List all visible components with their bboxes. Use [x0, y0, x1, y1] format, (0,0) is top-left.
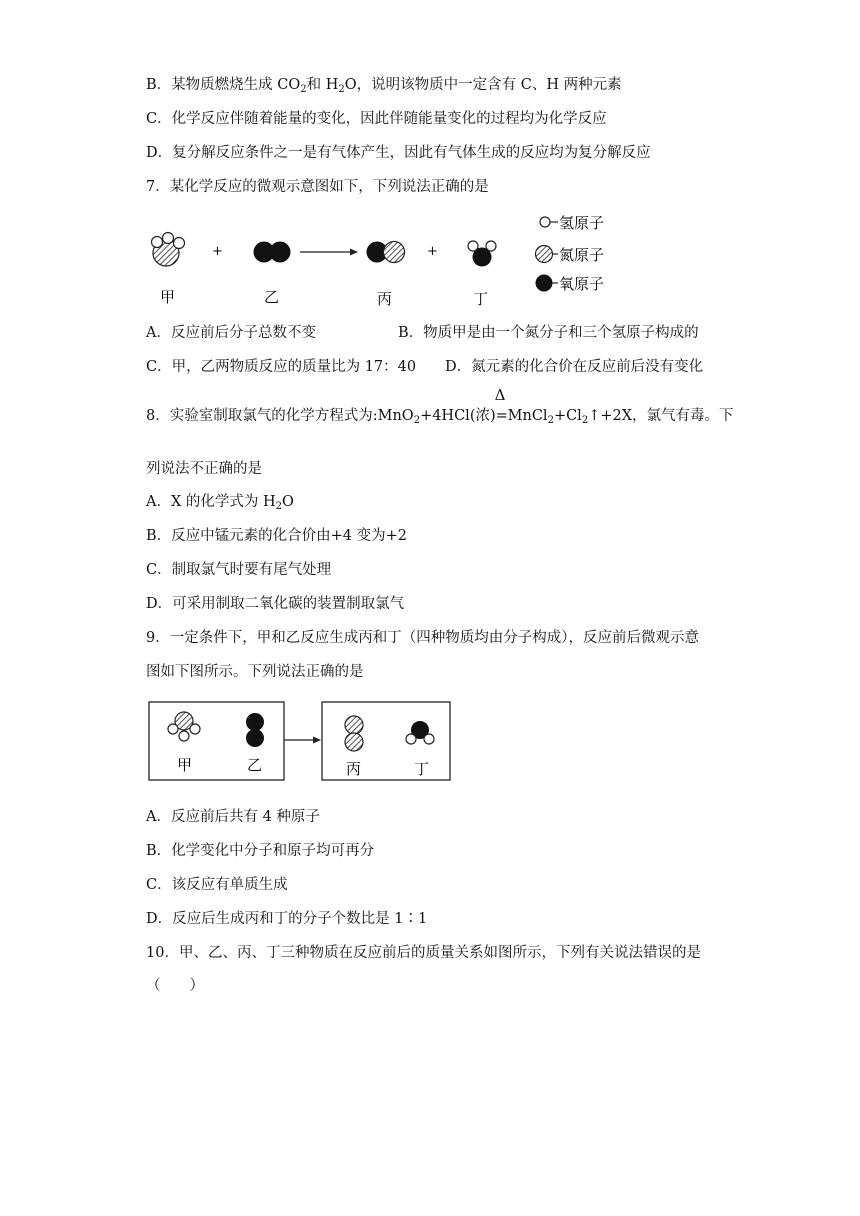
q9-label-yi: 乙 — [247, 756, 263, 774]
q7-legend — [536, 214, 605, 293]
q7-option-d: D．氮元素的化合价在反应前后没有变化 — [445, 359, 704, 375]
q7-option-a: A．反应前后分子总数不变 — [146, 325, 316, 341]
q10-stem-line1: 10．甲、乙、丙、丁三种物质在反应前后的质量关系如图所示，下列有关说法错误的是 — [146, 945, 701, 961]
q7-plus-2: + — [427, 244, 438, 259]
legend-oxygen-label: 氧原子 — [559, 275, 605, 293]
q6-option-b: B．某物质燃烧生成 $CO_2$和 $H_2O$，说明该物质中一定含有 C、H 两种元素 — [146, 77, 622, 95]
q8-stem-line2: 列说法不正确的是 — [146, 461, 262, 477]
q9-reaction-diagram — [146, 700, 456, 784]
q7-reaction-arrow — [300, 249, 358, 256]
q9-option-b: B．化学变化中分子和原子均可再分 — [146, 843, 375, 859]
q8-option-d: D．可采用制取二氧化碳的装置制取氯气 — [146, 596, 405, 612]
q9-label-ding: 丁 — [414, 760, 430, 778]
q7-label-ding: 丁 — [473, 290, 489, 308]
q7-plus-1: + — [212, 244, 223, 259]
q8-reaction-condition: Δ = — [494, 386, 508, 424]
q9-option-d: D．反应后生成丙和丁的分子个数比是 1∶1 — [146, 911, 428, 927]
q8-stem: 8．实验室制取氯气的化学方程式为:MnO$_2$+4HCl(浓) Δ $=MnCl_2+Cl_2↑+2X$，氯气有毒。下 — [146, 386, 734, 426]
q9-label-jia: 甲 — [177, 756, 193, 774]
q7-molecule-jia — [152, 233, 185, 267]
q7-option-c: C．甲，乙两物质反应的质量比为 17：40 — [146, 359, 417, 375]
q7-molecule-yi — [254, 242, 291, 263]
legend-oxygen-icon — [536, 275, 553, 292]
legend-hydrogen-label: 氢原子 — [559, 214, 605, 232]
q7-stem: 7．某化学反应的微观示意图如下，下列说法正确的是 — [146, 179, 489, 195]
q7-label-bing: 丙 — [377, 290, 393, 308]
q7-label-yi: 乙 — [264, 288, 280, 306]
q6-option-c: C．化学反应伴随着能量的变化，因此伴随能量变化的过程均为化学反应 — [146, 111, 607, 127]
q9-stem-line1: 9．一定条件下，甲和乙反应生成丙和丁（四种物质均由分子构成），反应前后微观示意 — [146, 630, 699, 646]
q8-option-b: B．反应中锰元素的化合价由+4 变为+2 — [146, 528, 408, 544]
q7-molecule-ding — [468, 241, 496, 267]
q9-label-bing: 丙 — [346, 760, 362, 778]
q9-option-a: A．反应前后共有 4 种原子 — [146, 809, 320, 825]
q7-reaction-diagram — [140, 205, 640, 310]
q9-reaction-arrow — [284, 737, 321, 744]
q8-option-c: C．制取氯气时要有尾气处理 — [146, 562, 332, 578]
q10-stem-line2: （ ） — [146, 978, 204, 994]
legend-hydrogen-icon — [540, 217, 550, 227]
q7-molecule-bing — [367, 242, 405, 263]
q7-label-jia: 甲 — [160, 288, 176, 306]
legend-nitrogen-label: 氮原子 — [559, 246, 605, 264]
q6-option-d: D．复分解反应条件之一是有气体产生，因此有气体生成的反应均为复分解反应 — [146, 145, 651, 161]
legend-nitrogen-icon — [536, 246, 553, 263]
q9-option-c: C．该反应有单质生成 — [146, 877, 288, 893]
q7-option-b: B．物质甲是由一个氮分子和三个氢原子构成的 — [398, 325, 699, 341]
q9-stem-line2: 图如下图所示。下列说法正确的是 — [146, 664, 364, 680]
q8-option-a: A．X 的化学式为 $H_2O$ — [146, 494, 294, 512]
